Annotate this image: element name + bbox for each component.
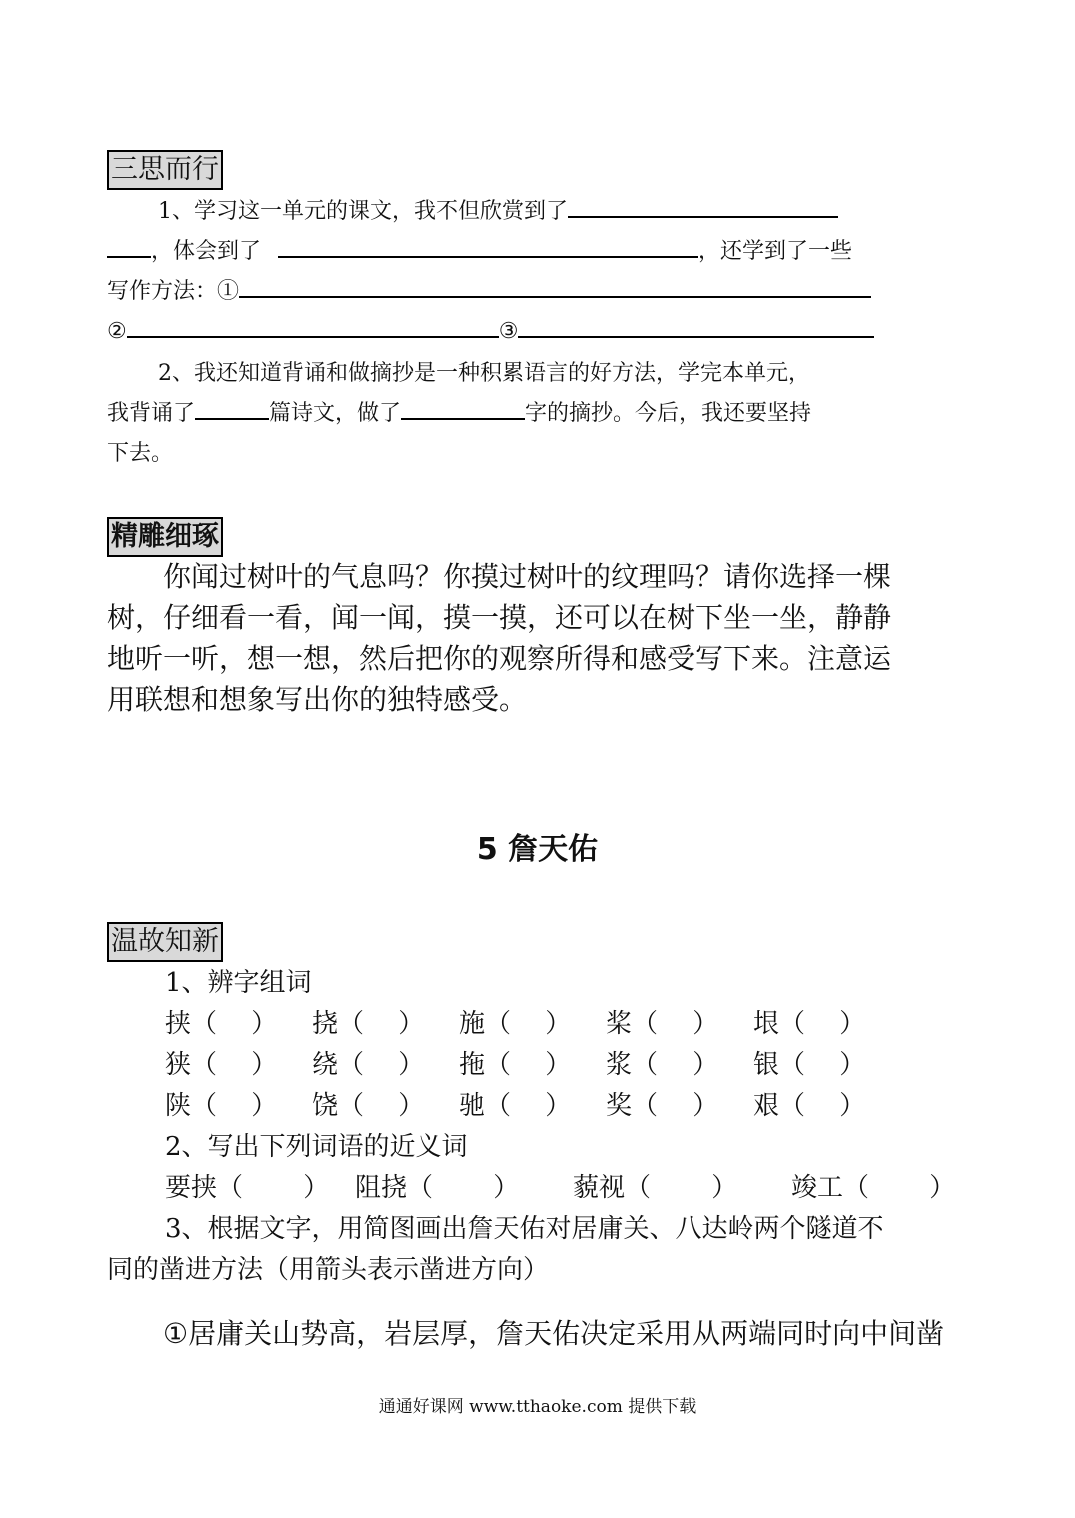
s2-line-3: 地听一听，想一想，然后把你的观察所得和感受写下来。注意运 [107,642,892,675]
grid-cell: 狭（ ） [165,1050,278,1080]
section-tag-sansi: 三思而行 [107,150,223,190]
s1-q1-line3 [107,272,871,312]
grid-cell: 挠（ ） [312,1009,425,1039]
s2-line-4: 用联想和想象写出你的独特感受。 [107,683,528,716]
blank [518,335,874,338]
blank [278,255,698,258]
s1-q1c: ，还学到了一些 [698,239,853,264]
grid-cell: 桨（ ） [606,1009,719,1039]
s3-para-1: ①居庸关山势高，岩层厚，詹天佑决定采用从两端同时向中间凿 [163,1317,945,1350]
s3-q3-line1: 3、根据文字，用简图画出詹天佑对居庸关、八达岭两个隧道不 [165,1214,884,1244]
synonym-item: 藐视（ ） [573,1173,738,1203]
lesson-title: 5 詹天佑 [476,832,599,867]
grid-cell: 施（ ） [459,1009,572,1039]
s1-q2d: 字的摘抄。今后，我还要坚持 [525,401,812,426]
char-grid-row-1 [165,1004,900,1045]
grid-cell: 银（ ） [753,1050,866,1080]
s2-line-2: 树，仔细看一看，闻一闻，摸一摸，还可以在树下坐一坐，静静 [107,601,892,634]
s3-q3-line2: 同的凿进方法（用箭头表示凿进方向） [107,1255,550,1285]
s1-q1d: 写作方法：① [107,279,240,304]
footer-credit: 通通好课网 www.tthaoke.com 提供下载 [378,1397,697,1417]
char-grid-row-3 [165,1086,900,1127]
blank [195,417,269,420]
s3-q1: 1、辨字组词 [165,968,312,998]
synonym-item: 竣工（ ） [791,1173,956,1203]
circle-3: ③ [498,319,519,344]
s1-q2c: 篇诗文，做了 [269,401,402,426]
grid-cell: 挟（ ） [165,1009,278,1039]
s1-q2-line2 [107,394,811,434]
s1-q2b: 我背诵了 [107,401,196,426]
s1-q1a: 1、学习这一单元的课文，我不但欣赏到了 [158,199,568,224]
grid-cell: 拖（ ） [459,1050,572,1080]
circle-2: ② [107,319,127,344]
blank [401,417,525,420]
section-tag-wengu: 温故知新 [107,922,223,962]
grid-cell: 绕（ ） [312,1050,425,1080]
blank [127,335,499,338]
grid-cell: 浆（ ） [606,1050,719,1080]
section-tag-jingdiao: 精雕细琢 [107,517,223,557]
s1-q1-line2 [107,232,852,272]
synonym-item: 阻挠（ ） [355,1173,520,1203]
synonym-item: 要挟（ ） [165,1173,330,1203]
blank [107,255,151,258]
s1-q2-line3: 下去。 [107,441,174,466]
char-grid-row-2 [165,1045,900,1086]
grid-cell: 垠（ ） [753,1009,866,1039]
s1-q1-line4 [107,312,874,352]
s1-q1b: ，体会到了 [151,239,262,264]
grid-cell: 艰（ ） [753,1091,866,1121]
grid-cell: 饶（ ） [312,1091,425,1121]
s1-q2-line1: 2、我还知道背诵和做摘抄是一种积累语言的好方法，学完本单元， [158,361,810,386]
s1-q1-line1 [158,192,838,232]
grid-cell: 陕（ ） [165,1091,278,1121]
s3-q2: 2、写出下列词语的近义词 [165,1132,468,1162]
s2-line-1: 你闻过树叶的气息吗？你摸过树叶的纹理吗？请你选择一棵 [163,560,892,593]
synonym-row [165,1168,955,1209]
blank [568,215,838,218]
grid-cell: 驰（ ） [459,1091,572,1121]
blank [239,295,871,298]
grid-cell: 奖（ ） [606,1091,719,1121]
